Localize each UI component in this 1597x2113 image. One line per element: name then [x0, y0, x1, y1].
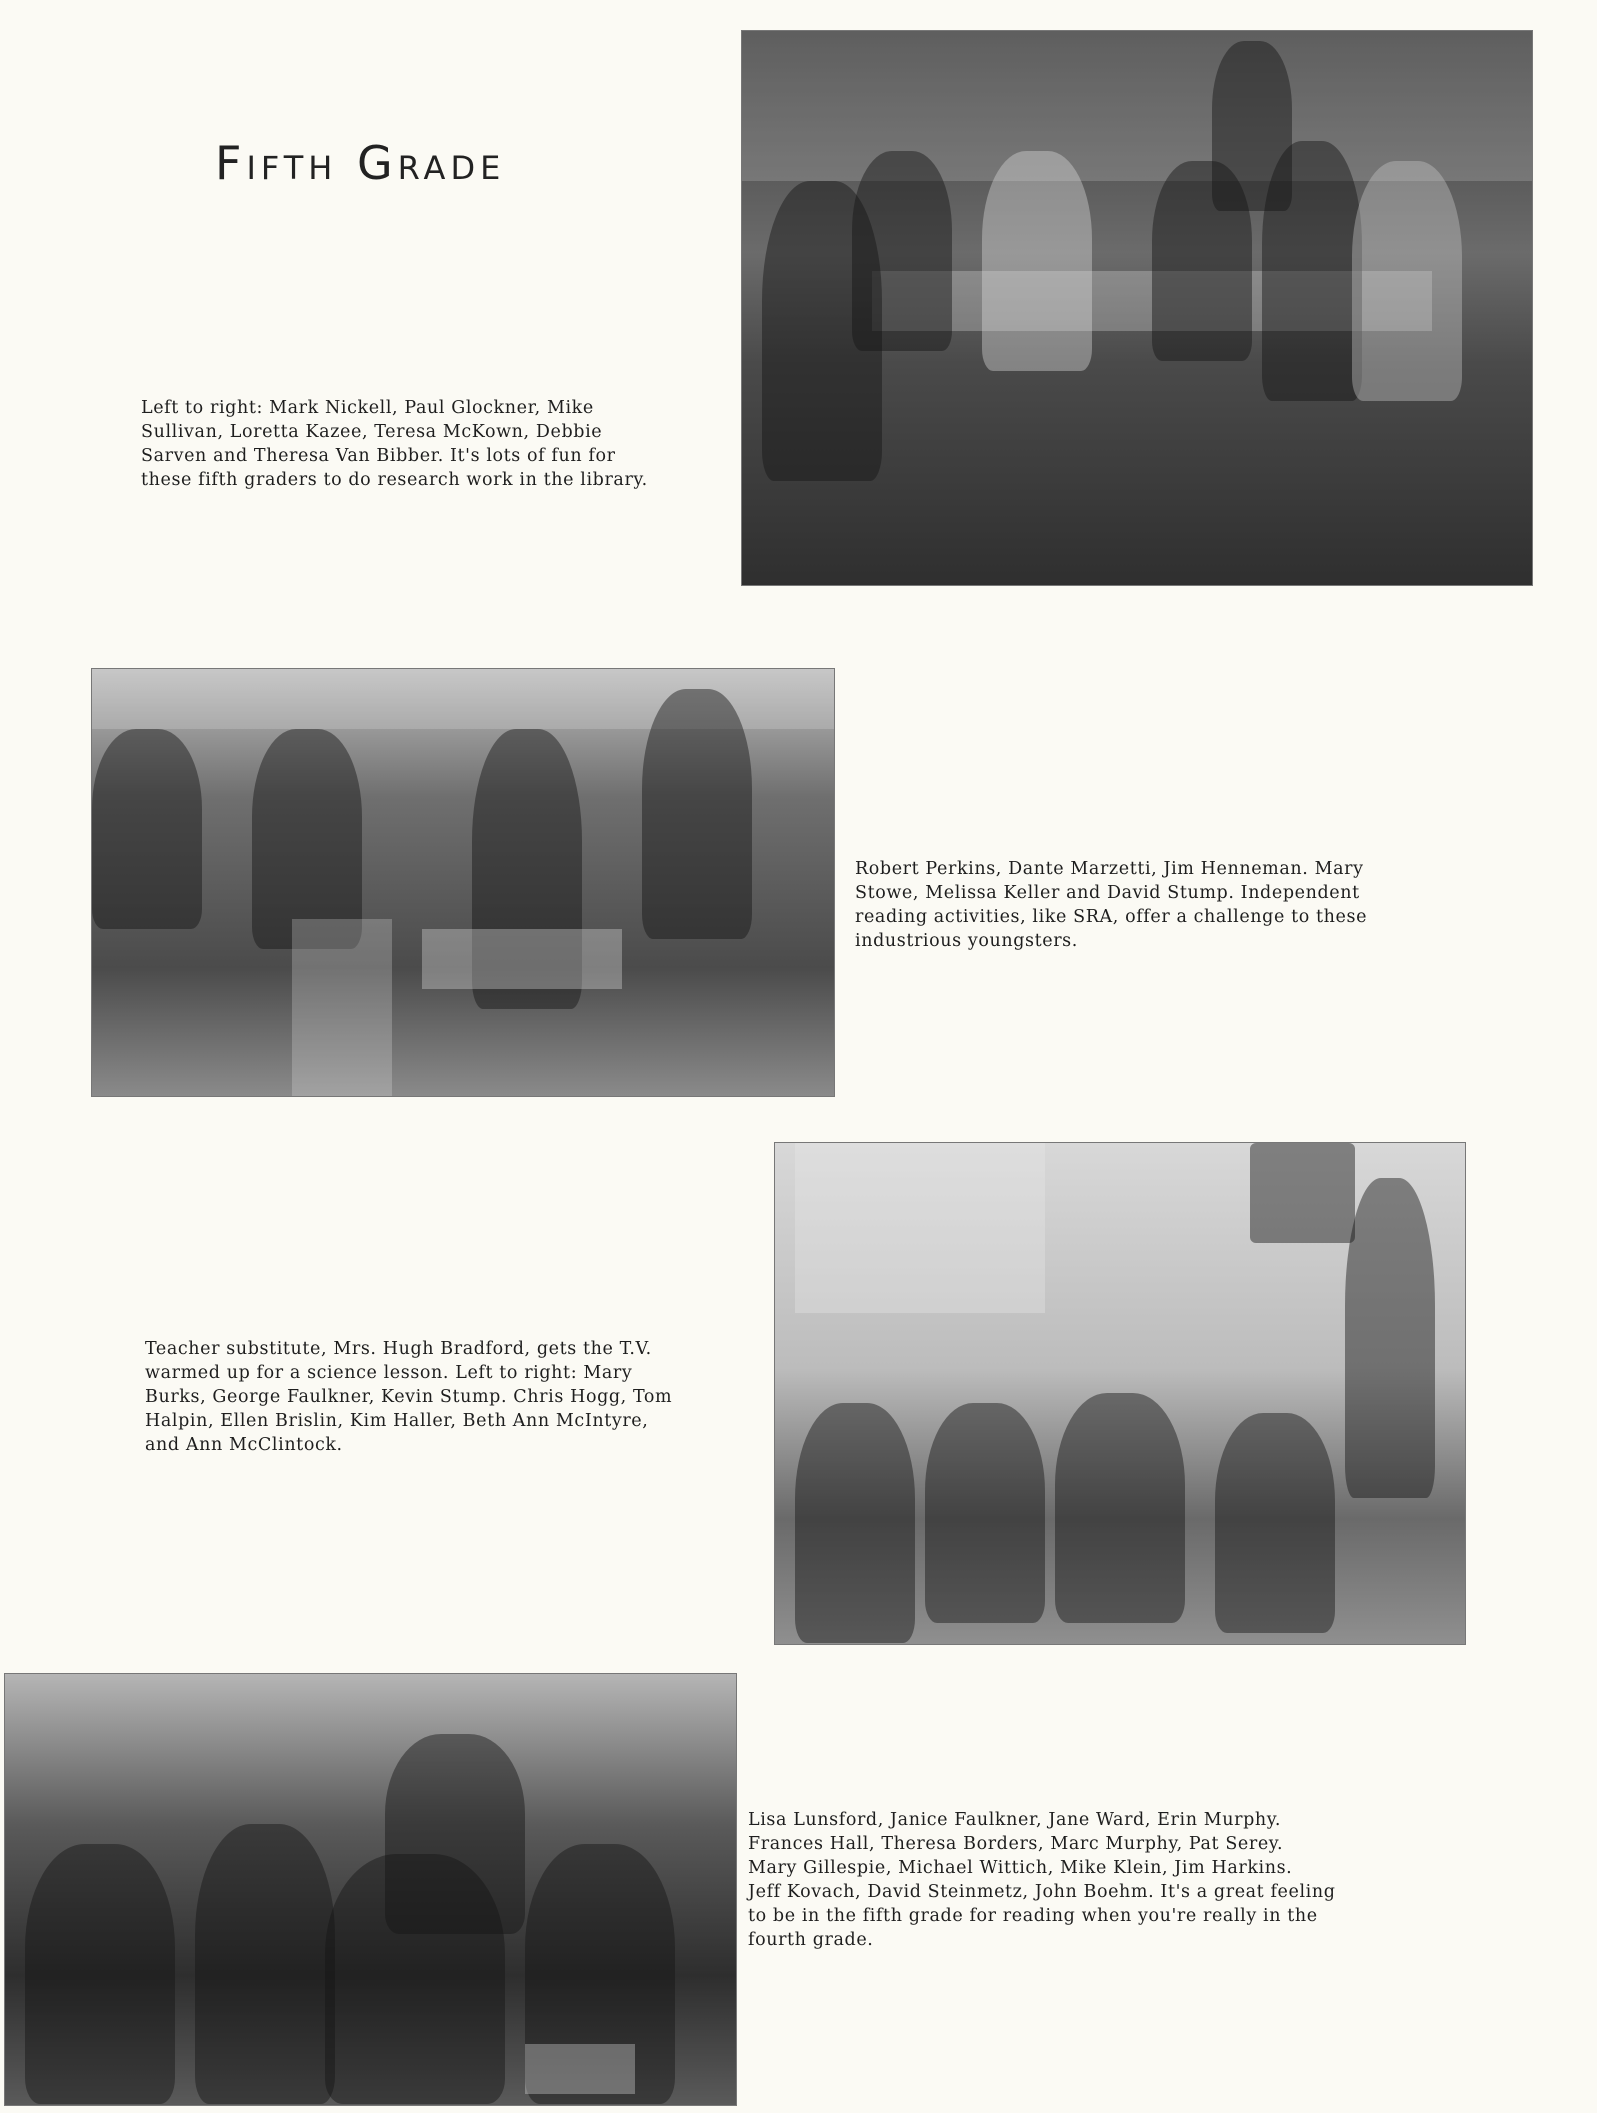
caption-tv-science-lesson: Teacher substitute, Mrs. Hugh Bradford, gets the T.V. warmed up for a science lesson. Left to right: Mary Burks, George Faulkner, Kevin Stump. Chris Hogg, Tom Halpin, Ellen Brislin, Kim Haller, Beth Ann McIntyre, and Ann McClintock. [145, 1339, 673, 1455]
page-title: Fifth Grade [215, 136, 506, 190]
caption-fourth-graders-reading: Lisa Lunsford, Janice Faulkner, Jane Ward, Erin Murphy. Frances Hall, Theresa Borders, Marc Murphy, Pat Serey. Mary Gillespie, Michael Wittich, Mike Klein, Jim Harkins. Jeff Kovach, David Steinmetz, John Boehm. It's a great feeling to be in the fifth grade for reading when you're really in the fourth grade. [748, 1810, 1336, 1950]
photo-fourth-graders-reading [4, 1673, 737, 2106]
caption-library-research: Left to right: Mark Nickell, Paul Glockner, Mike Sullivan, Loretta Kazee, Teresa McKown, Debbie Sarven and Theresa Van Bibber. It's lots of fun for these fifth graders to do research work in the library. [141, 398, 648, 490]
caption-independent-reading: Robert Perkins, Dante Marzetti, Jim Henneman. Mary Stowe, Melissa Keller and David Stump. Independent reading activities, like SRA, offer a challenge to these industrious youngsters. [855, 859, 1368, 951]
photo-independent-reading [91, 668, 835, 1097]
photo-tv-science-lesson [774, 1142, 1466, 1645]
photo-library-research [741, 30, 1533, 586]
